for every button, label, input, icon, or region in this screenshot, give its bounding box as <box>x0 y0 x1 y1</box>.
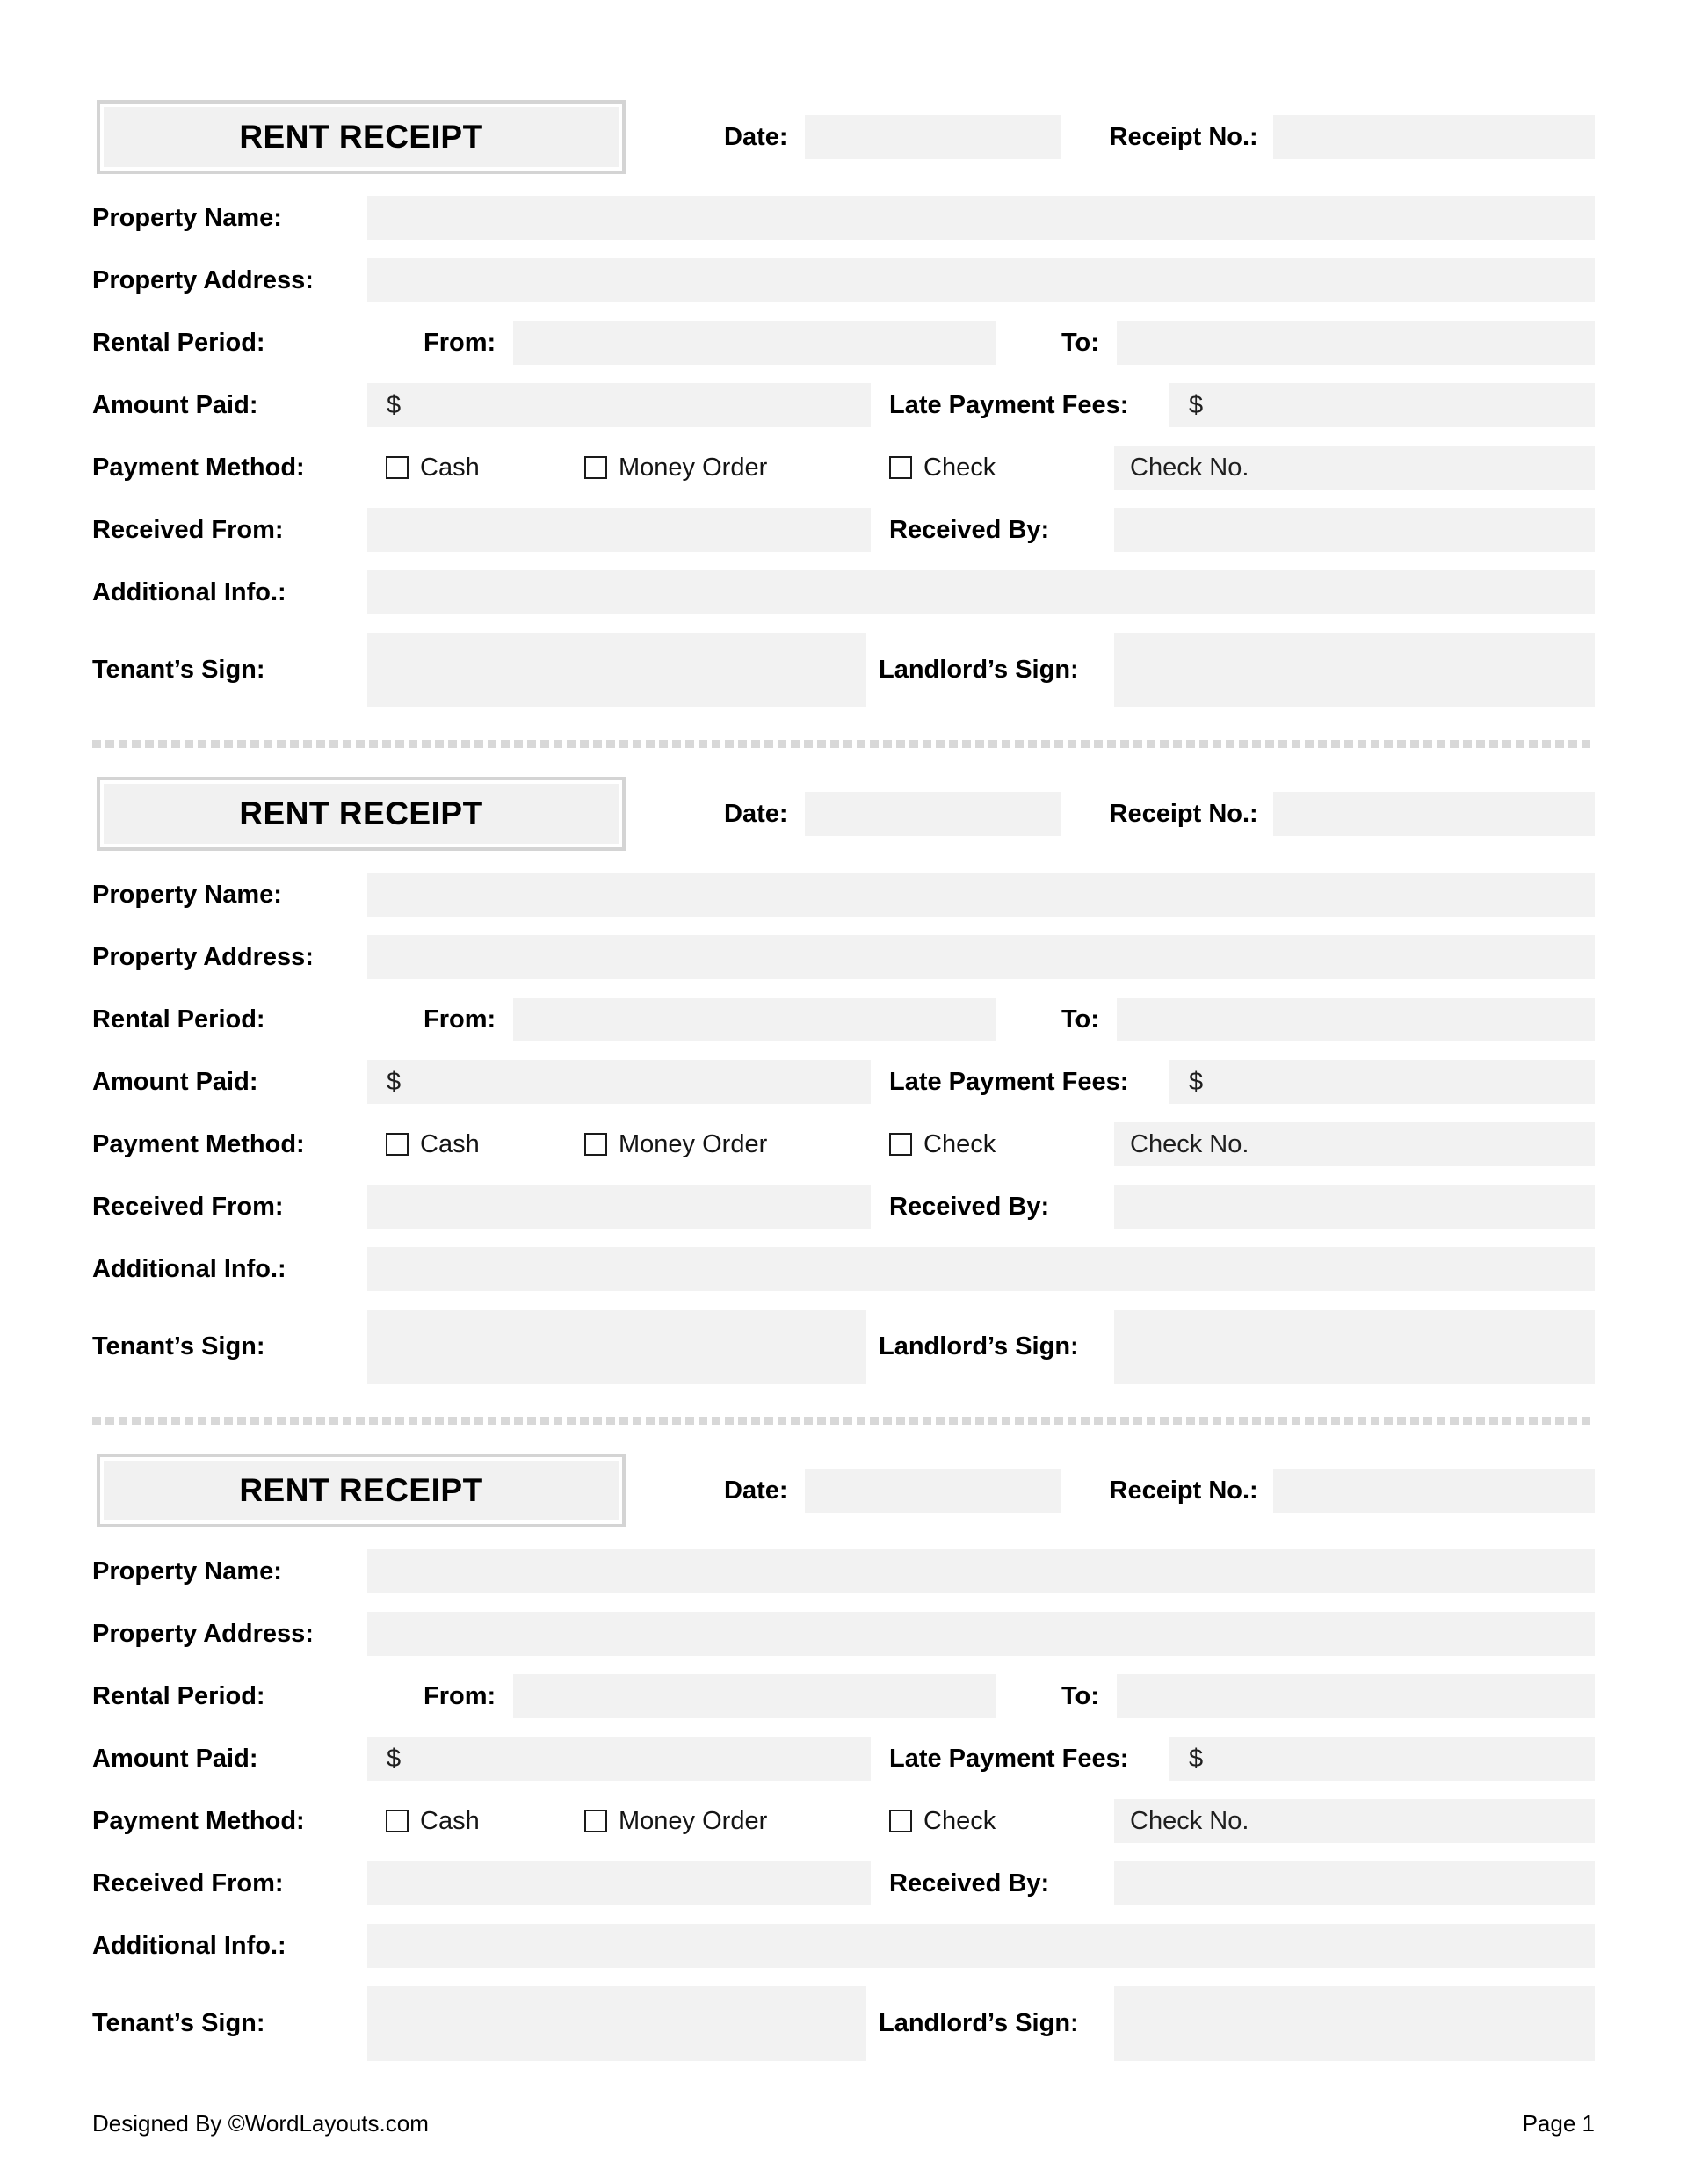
receipt-header <box>92 1454 1595 1527</box>
checkbox-icon[interactable] <box>584 1133 607 1156</box>
property-name-field[interactable] <box>367 1549 1595 1593</box>
receipt-no-label: Receipt No.: <box>1109 122 1258 151</box>
receipt-header <box>92 100 1595 174</box>
landlord-sign-field[interactable] <box>1114 1310 1595 1384</box>
tenant-sign-field[interactable] <box>367 633 866 707</box>
property-name-label: Property Name: <box>92 203 282 232</box>
received-row <box>92 1185 1595 1229</box>
amount-paid-field[interactable] <box>367 383 871 427</box>
date-label: Date: <box>724 1476 788 1505</box>
check-no-field[interactable] <box>1114 446 1595 490</box>
rental-from-field[interactable] <box>513 1674 996 1718</box>
additional-info-row <box>92 570 1595 614</box>
from-label: From: <box>424 1681 496 1710</box>
received-row <box>92 1861 1595 1905</box>
checkbox-icon[interactable] <box>584 456 607 479</box>
received-by-label: Received By: <box>889 1868 1050 1897</box>
receipt-no-label: Receipt No.: <box>1109 1476 1258 1505</box>
property-address-label: Property Address: <box>92 265 314 294</box>
landlord-sign-label: Landlord’s Sign: <box>879 2009 1079 2037</box>
rental-period-row <box>92 1674 1595 1718</box>
received-from-label: Received From: <box>92 1192 284 1221</box>
property-name-field[interactable] <box>367 873 1595 917</box>
checkbox-icon[interactable] <box>584 1810 607 1832</box>
rental-period-label: Rental Period: <box>92 1005 265 1034</box>
landlord-sign-label: Landlord’s Sign: <box>879 1332 1079 1360</box>
landlord-sign-field[interactable] <box>1114 1986 1595 2061</box>
signatures-row <box>92 1986 1595 2061</box>
property-address-field[interactable] <box>367 935 1595 979</box>
money-order-option[interactable] <box>584 1807 889 1836</box>
rental-period-label: Rental Period: <box>92 1681 265 1710</box>
check-option[interactable] <box>889 1807 1114 1836</box>
from-label: From: <box>424 328 496 357</box>
property-name-row <box>92 196 1595 240</box>
late-fees-field[interactable] <box>1169 1737 1595 1781</box>
payment-method-label: Payment Method: <box>92 1806 305 1835</box>
check-no-field[interactable] <box>1114 1799 1595 1843</box>
date-label: Date: <box>724 799 788 828</box>
rent-receipt-section <box>92 1454 1595 2061</box>
check-no-field[interactable] <box>1114 1122 1595 1166</box>
received-from-label: Received From: <box>92 1868 284 1897</box>
tenant-sign-field[interactable] <box>367 1310 866 1384</box>
receipt-title: RENT RECEIPT <box>239 119 483 155</box>
checkbox-icon[interactable] <box>889 1810 912 1832</box>
received-from-field[interactable] <box>367 1861 871 1905</box>
currency-symbol: $ <box>1189 390 1204 419</box>
checkbox-icon[interactable] <box>386 456 409 479</box>
additional-info-row <box>92 1247 1595 1291</box>
receipt-title: RENT RECEIPT <box>239 1472 483 1508</box>
check-label: Check <box>923 1806 996 1835</box>
amount-paid-field[interactable] <box>367 1737 871 1781</box>
check-label: Check <box>923 453 996 482</box>
late-fees-field[interactable] <box>1169 1060 1595 1104</box>
check-no-label: Check No. <box>1130 1129 1249 1158</box>
payment-method-row <box>92 1799 1595 1843</box>
date-field[interactable] <box>805 792 1061 836</box>
date-label: Date: <box>724 122 788 151</box>
rental-to-field[interactable] <box>1117 998 1595 1041</box>
additional-info-label: Additional Info.: <box>92 577 286 606</box>
received-by-label: Received By: <box>889 1192 1050 1221</box>
date-field[interactable] <box>805 1469 1061 1513</box>
checkbox-icon[interactable] <box>386 1133 409 1156</box>
received-row <box>92 508 1595 552</box>
check-no-label: Check No. <box>1130 453 1249 482</box>
late-fees-label: Late Payment Fees: <box>889 390 1129 419</box>
received-from-field[interactable] <box>367 1185 871 1229</box>
signatures-row <box>92 1310 1595 1384</box>
page-number: Page 1 <box>1522 2110 1595 2137</box>
receipt-title: RENT RECEIPT <box>239 795 483 831</box>
cash-option[interactable] <box>386 453 584 483</box>
check-option[interactable] <box>889 1130 1114 1159</box>
additional-info-label: Additional Info.: <box>92 1931 286 1960</box>
checkbox-icon[interactable] <box>386 1810 409 1832</box>
receipt-no-field[interactable] <box>1273 1469 1595 1513</box>
property-name-row <box>92 1549 1595 1593</box>
amount-paid-row <box>92 1737 1595 1781</box>
rental-period-row <box>92 998 1595 1041</box>
check-label: Check <box>923 1129 996 1158</box>
rental-period-row <box>92 321 1595 365</box>
receipt-title-box <box>97 1454 626 1527</box>
amount-paid-field[interactable] <box>367 1060 871 1104</box>
money-order-option[interactable] <box>584 453 889 483</box>
cash-label: Cash <box>420 453 480 482</box>
money-order-label: Money Order <box>619 1129 768 1158</box>
footer-credit: Designed By ©WordLayouts.com <box>92 2110 429 2137</box>
rental-from-field[interactable] <box>513 998 996 1041</box>
tenant-sign-field[interactable] <box>367 1986 866 2061</box>
property-name-label: Property Name: <box>92 1556 282 1585</box>
rent-receipt-section <box>92 100 1595 707</box>
receipt-header <box>92 777 1595 851</box>
money-order-option[interactable] <box>584 1130 889 1159</box>
property-address-field[interactable] <box>367 1612 1595 1656</box>
receipt-no-field[interactable] <box>1273 792 1595 836</box>
check-no-label: Check No. <box>1130 1806 1249 1835</box>
currency-symbol: $ <box>1189 1744 1204 1773</box>
tenant-sign-label: Tenant’s Sign: <box>92 1332 265 1360</box>
property-address-label: Property Address: <box>92 1619 314 1648</box>
amount-paid-label: Amount Paid: <box>92 1067 258 1096</box>
receipt-no-field[interactable] <box>1273 115 1595 159</box>
payment-method-label: Payment Method: <box>92 1129 305 1158</box>
property-name-row <box>92 873 1595 917</box>
from-label: From: <box>424 1005 496 1034</box>
receipt-title-box <box>97 100 626 174</box>
payment-method-row <box>92 446 1595 490</box>
currency-symbol: $ <box>387 1067 402 1096</box>
tenant-sign-label: Tenant’s Sign: <box>92 656 265 684</box>
receipt-title-box <box>97 777 626 851</box>
additional-info-label: Additional Info.: <box>92 1254 286 1283</box>
late-fees-field[interactable] <box>1169 383 1595 427</box>
checkbox-icon[interactable] <box>889 1133 912 1156</box>
money-order-label: Money Order <box>619 453 768 482</box>
property-address-row <box>92 935 1595 979</box>
amount-paid-row <box>92 383 1595 427</box>
page-footer <box>92 2110 1595 2137</box>
rental-period-label: Rental Period: <box>92 328 265 357</box>
payment-method-label: Payment Method: <box>92 453 305 482</box>
property-address-label: Property Address: <box>92 942 314 971</box>
checkbox-icon[interactable] <box>889 456 912 479</box>
receipt-sections <box>92 100 1595 2061</box>
check-option[interactable] <box>889 453 1114 483</box>
rental-to-field[interactable] <box>1117 321 1595 365</box>
received-by-label: Received By: <box>889 515 1050 544</box>
money-order-label: Money Order <box>619 1806 768 1835</box>
received-by-field[interactable] <box>1114 1861 1595 1905</box>
cash-option[interactable] <box>386 1807 584 1836</box>
landlord-sign-label: Landlord’s Sign: <box>879 656 1079 684</box>
date-field[interactable] <box>805 115 1061 159</box>
cash-label: Cash <box>420 1806 480 1835</box>
section-separator <box>92 1417 1595 1425</box>
currency-symbol: $ <box>387 1744 402 1773</box>
cash-option[interactable] <box>386 1130 584 1159</box>
to-label: To: <box>1061 328 1099 357</box>
currency-symbol: $ <box>387 390 402 419</box>
received-from-field[interactable] <box>367 508 871 552</box>
cash-label: Cash <box>420 1129 480 1158</box>
received-by-field[interactable] <box>1114 1185 1595 1229</box>
received-from-label: Received From: <box>92 515 284 544</box>
property-address-row <box>92 1612 1595 1656</box>
tenant-sign-label: Tenant’s Sign: <box>92 2009 265 2037</box>
late-fees-label: Late Payment Fees: <box>889 1067 1129 1096</box>
additional-info-field[interactable] <box>367 1924 1595 1968</box>
additional-info-row <box>92 1924 1595 1968</box>
section-separator <box>92 740 1595 748</box>
received-by-field[interactable] <box>1114 508 1595 552</box>
rental-to-field[interactable] <box>1117 1674 1595 1718</box>
to-label: To: <box>1061 1681 1099 1710</box>
to-label: To: <box>1061 1005 1099 1034</box>
property-address-row <box>92 258 1595 302</box>
rent-receipt-section <box>92 777 1595 1384</box>
property-name-field[interactable] <box>367 196 1595 240</box>
additional-info-field[interactable] <box>367 1247 1595 1291</box>
payment-method-row <box>92 1122 1595 1166</box>
property-address-field[interactable] <box>367 258 1595 302</box>
amount-paid-label: Amount Paid: <box>92 1744 258 1773</box>
landlord-sign-field[interactable] <box>1114 633 1595 707</box>
signatures-row <box>92 633 1595 707</box>
currency-symbol: $ <box>1189 1067 1204 1096</box>
amount-paid-label: Amount Paid: <box>92 390 258 419</box>
rental-from-field[interactable] <box>513 321 996 365</box>
late-fees-label: Late Payment Fees: <box>889 1744 1129 1773</box>
amount-paid-row <box>92 1060 1595 1104</box>
receipt-no-label: Receipt No.: <box>1109 799 1258 828</box>
additional-info-field[interactable] <box>367 570 1595 614</box>
property-name-label: Property Name: <box>92 880 282 909</box>
